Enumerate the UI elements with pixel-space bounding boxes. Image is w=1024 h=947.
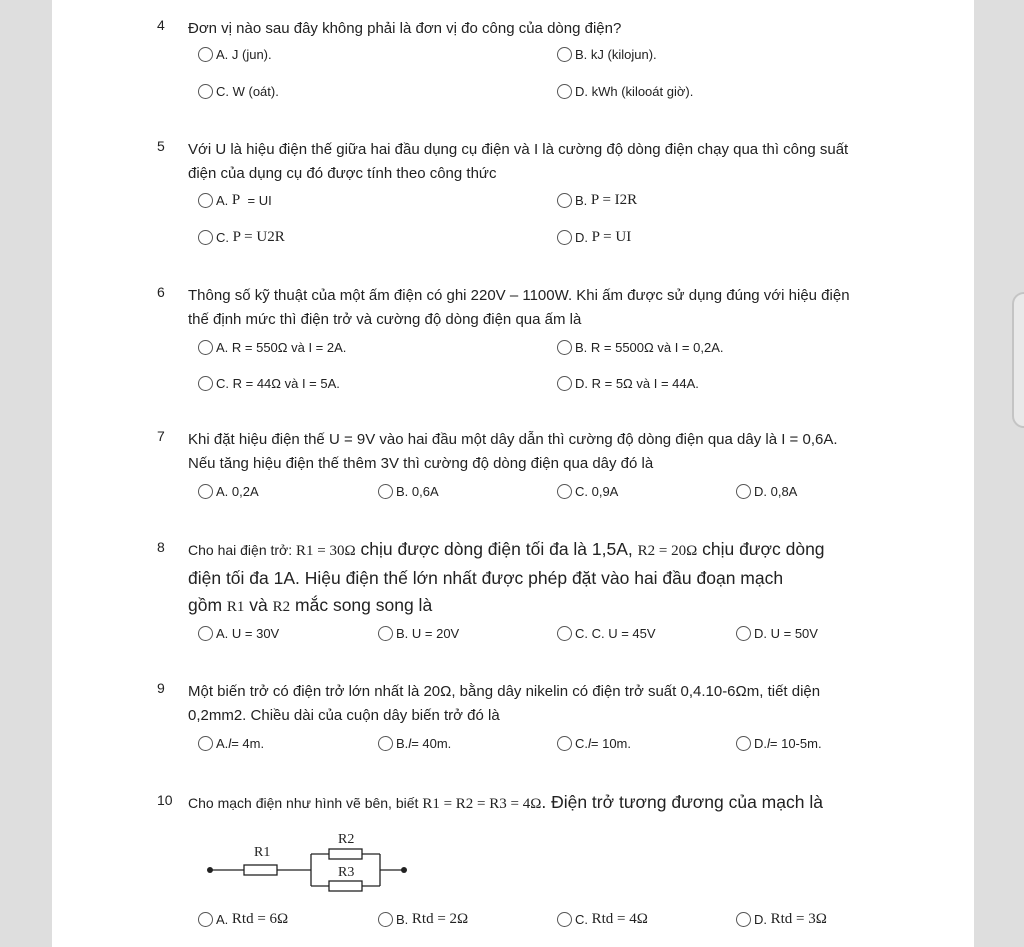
label-r3: R3	[338, 865, 355, 880]
option-a[interactable]: A. 0,2A	[198, 481, 259, 501]
radio-icon[interactable]	[198, 230, 213, 245]
label-r1: R1	[254, 845, 271, 860]
question-text: Một biến trở có điện trở lớn nhất là 20Ω, bằng dây nikelin có điện trở suất 0,4.10-6Ωm, tiết diện 0,2mm2. Chiều dài của cuộn dây biến trở đó là	[188, 683, 821, 724]
question-number: 7	[157, 428, 165, 444]
option-c[interactable]: C. P = U2R	[198, 227, 285, 247]
option-b[interactable]: B. P = I2R	[557, 190, 637, 210]
option-d[interactable]: D. kWh (kilooát giờ).	[557, 81, 693, 101]
question-number: 10	[157, 792, 173, 808]
scrollbar-thumb[interactable]	[1012, 292, 1024, 428]
option-d[interactable]: D. P = UI	[557, 227, 631, 247]
radio-icon[interactable]	[557, 484, 572, 499]
radio-icon[interactable]	[198, 340, 213, 355]
radio-icon[interactable]	[557, 340, 572, 355]
radio-icon[interactable]	[198, 84, 213, 99]
question-number: 9	[157, 680, 165, 696]
radio-icon[interactable]	[378, 626, 393, 641]
question-text: Cho hai điện trở: R1 = 30Ω chịu được dòng điện tối đa là 1,5A, R2 = 20Ω chịu được dòng điện tối đa 1A. Hiệu điện thế lớn nhất được phép đặt vào hai đầu đoạn mạch gồm R1 và R2 mắc song song là	[188, 539, 825, 615]
quiz-page	[52, 0, 974, 947]
radio-icon[interactable]	[378, 912, 393, 927]
terminal-right	[401, 867, 407, 873]
radio-icon[interactable]	[557, 376, 572, 391]
option-b[interactable]: B. U = 20V	[378, 623, 459, 643]
radio-icon[interactable]	[198, 736, 213, 751]
radio-icon[interactable]	[736, 626, 751, 641]
radio-icon[interactable]	[557, 47, 572, 62]
circuit-diagram	[202, 826, 472, 896]
radio-icon[interactable]	[736, 736, 751, 751]
option-a[interactable]: A. l = 4m.	[198, 733, 264, 753]
radio-icon[interactable]	[378, 484, 393, 499]
option-c[interactable]: C. C. U = 45V	[557, 623, 656, 643]
question-number: 8	[157, 539, 165, 555]
radio-icon[interactable]	[198, 47, 213, 62]
radio-icon[interactable]	[198, 376, 213, 391]
option-c[interactable]: C. l = 10m.	[557, 733, 631, 753]
question-number: 4	[157, 17, 165, 33]
resistor-r1	[244, 865, 277, 875]
option-a[interactable]: A. U = 30V	[198, 623, 279, 643]
option-a[interactable]: A. Rtd = 6Ω	[198, 909, 288, 929]
resistor-r3	[329, 881, 362, 891]
label-r2: R2	[338, 832, 355, 847]
option-d[interactable]: D. U = 50V	[736, 623, 818, 643]
radio-icon[interactable]	[198, 912, 213, 927]
resistor-r2	[329, 849, 362, 859]
option-b[interactable]: B. R = 5500Ω và I = 0,2A.	[557, 337, 723, 357]
radio-icon[interactable]	[198, 626, 213, 641]
option-d[interactable]: D. l = 10-5m.	[736, 733, 822, 753]
radio-icon[interactable]	[198, 484, 213, 499]
radio-icon[interactable]	[378, 736, 393, 751]
option-a[interactable]: A. J (jun).	[198, 44, 272, 64]
question-text: Đơn vị nào sau đây không phải là đơn vị đo công của dòng điện?	[188, 20, 622, 37]
option-b[interactable]: B. kJ (kilojun).	[557, 44, 657, 64]
question-text: Thông số kỹ thuật của một ấm điện có ghi 220V – 1100W. Khi ấm được sử dụng đúng với hiệu điện thế định mức thì điện trở và cường độ dòng điện qua ấm là	[188, 287, 850, 328]
radio-icon[interactable]	[557, 84, 572, 99]
option-c[interactable]: C. 0,9A	[557, 481, 618, 501]
option-d[interactable]: D. Rtd = 3Ω	[736, 909, 827, 929]
option-d[interactable]: D. R = 5Ω và I = 44A.	[557, 373, 699, 393]
option-c[interactable]: C. R = 44Ω và I = 5A.	[198, 373, 340, 393]
question-text: Cho mạch điện như hình vẽ bên, biết R1 = R2 = R3 = 4Ω. Điện trở tương đương của mạch là	[188, 792, 823, 812]
radio-icon[interactable]	[557, 736, 572, 751]
question-number: 6	[157, 284, 165, 300]
option-c[interactable]: C. W (oát).	[198, 81, 279, 101]
question-text: Với U là hiệu điện thế giữa hai đầu dụng cụ điện và I là cường độ dòng điện chạy qua thì công suất điện của dụng cụ đó được tính theo công thức	[188, 141, 849, 182]
option-d[interactable]: D. 0,8A	[736, 481, 797, 501]
option-a[interactable]: A. P = UI	[198, 190, 272, 210]
option-b[interactable]: B. Rtd = 2Ω	[378, 909, 468, 929]
option-a[interactable]: A. R = 550Ω và I = 2A.	[198, 337, 346, 357]
radio-icon[interactable]	[736, 912, 751, 927]
terminal-left	[207, 867, 213, 873]
radio-icon[interactable]	[557, 626, 572, 641]
radio-icon[interactable]	[736, 484, 751, 499]
question-text: Khi đặt hiệu điện thế U = 9V vào hai đầu một dây dẫn thì cường độ dòng điện qua dây là I = 0,6A. Nếu tăng hiệu điện thế thêm 3V thì cường độ dòng điện qua dây đó là	[188, 431, 838, 472]
radio-icon[interactable]	[557, 912, 572, 927]
option-c[interactable]: C. Rtd = 4Ω	[557, 909, 648, 929]
option-b[interactable]: B. 0,6A	[378, 481, 439, 501]
radio-icon[interactable]	[198, 193, 213, 208]
radio-icon[interactable]	[557, 230, 572, 245]
radio-icon[interactable]	[557, 193, 572, 208]
question-number: 5	[157, 138, 165, 154]
option-b[interactable]: B. l = 40m.	[378, 733, 451, 753]
